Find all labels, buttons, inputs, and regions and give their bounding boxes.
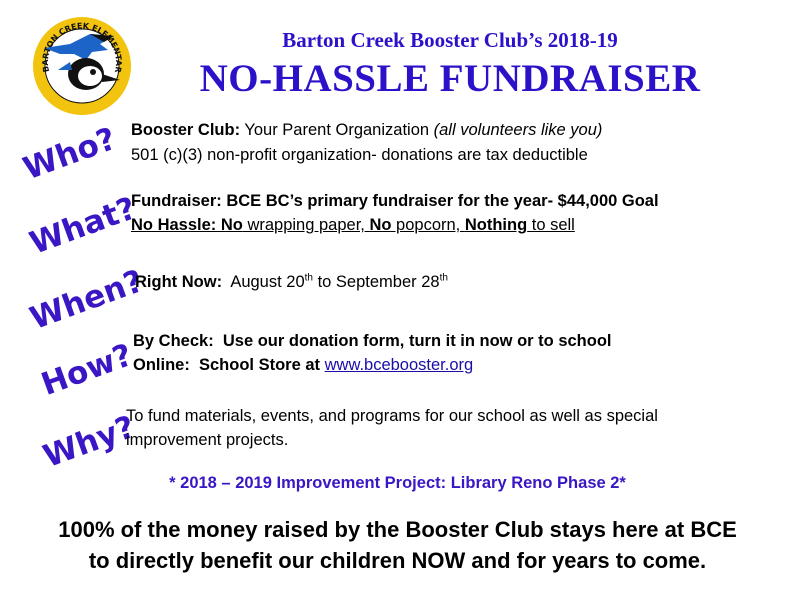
what-no: No xyxy=(369,216,392,234)
when-bold: Right Now: xyxy=(135,273,223,291)
who-italic: (all volunteers like you) xyxy=(433,121,603,139)
how-line-2 xyxy=(133,353,473,377)
what-label: What? xyxy=(25,190,141,262)
when-text-b: to September 28 xyxy=(312,273,440,291)
how-label: How? xyxy=(36,337,138,403)
why-line-1: To fund materials, events, and programs for our school as well as special xyxy=(126,407,658,425)
what-text-2: popcorn, xyxy=(391,216,465,234)
what-text-3: to sell xyxy=(527,216,575,234)
what-line-2 xyxy=(131,213,575,237)
who-bold: Booster Club: xyxy=(131,121,241,139)
who-line-2: 501 (c)(3) non-profit organization- donations are tax deductible xyxy=(131,146,588,164)
when-sup-a: th xyxy=(304,272,313,284)
what-line-1: Fundraiser: BCE BC’s primary fundraiser for the year- $44,000 Goal xyxy=(131,192,659,210)
what-text-1: wrapping paper, xyxy=(242,216,370,234)
when-line xyxy=(135,270,448,294)
why-label: Why? xyxy=(38,408,140,476)
footer-line-2: to directly benefit our children NOW and for years to come. xyxy=(88,548,707,573)
header-subtitle: Barton Creek Booster Club’s 2018-19 xyxy=(282,28,618,52)
what-no-hassle: No Hassle: No xyxy=(131,216,243,234)
footer-line-1: 100% of the money raised by the Booster Club stays here at BCE xyxy=(58,517,737,542)
why-line-2: improvement projects. xyxy=(126,431,289,449)
when-sup-b: th xyxy=(439,272,448,284)
how-line-1: By Check: Use our donation form, turn it in now or to school xyxy=(133,332,612,350)
improvement-project: * 2018 – 2019 Improvement Project: Library Reno Phase 2* xyxy=(169,474,626,492)
how-online-text: Online: School Store at xyxy=(133,356,325,374)
what-nothing: Nothing xyxy=(464,216,528,234)
when-text-a: August 20 xyxy=(222,273,305,291)
who-text: Your Parent Organization xyxy=(240,121,434,139)
logo-ring-text: BARTON CREEK ELEMENTAR xyxy=(40,21,124,74)
page-title: NO-HASSLE FUNDRAISER xyxy=(199,57,701,100)
who-label: Who? xyxy=(18,120,121,188)
booster-website-link[interactable]: www.bcebooster.org xyxy=(324,356,474,374)
when-label: When? xyxy=(25,263,148,337)
who-line-1 xyxy=(131,118,602,142)
school-logo xyxy=(30,14,134,118)
footer-statement xyxy=(0,514,795,576)
blue-jay-logo-icon xyxy=(30,14,134,118)
